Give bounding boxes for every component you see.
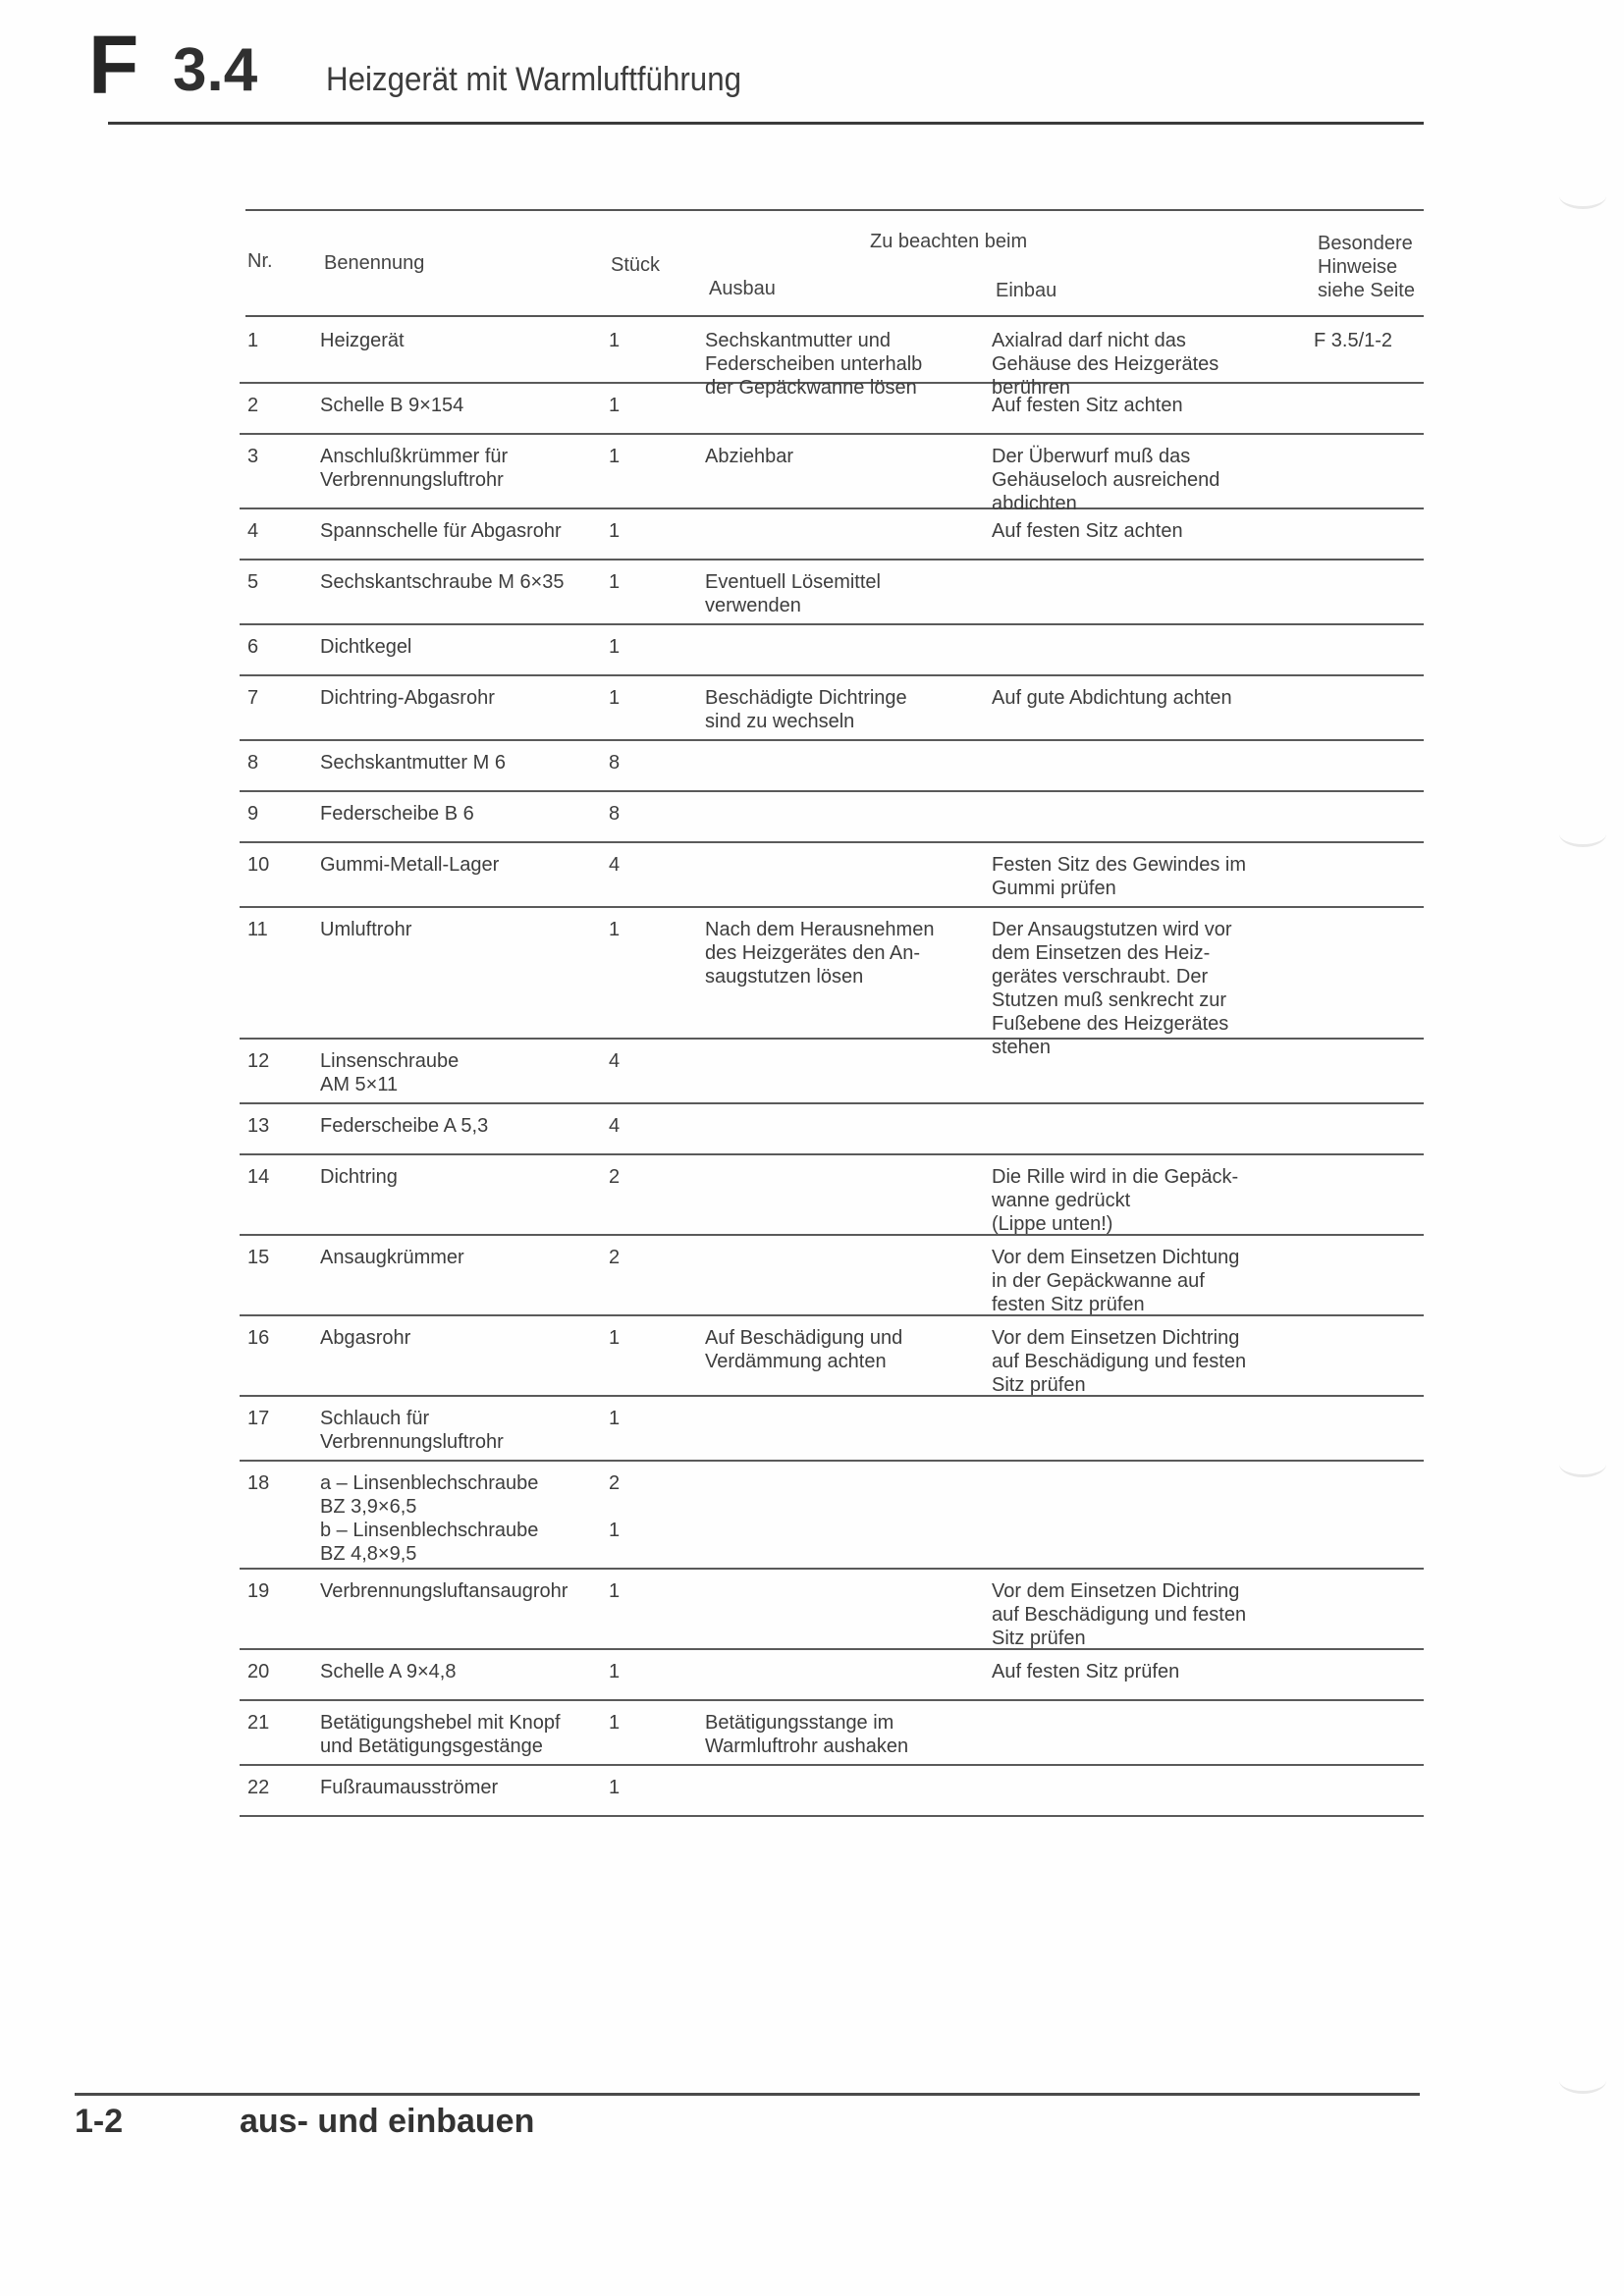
cell-benennung: Heizgerät bbox=[320, 330, 405, 351]
cell-stueck: 4 bbox=[609, 854, 621, 876]
cell-nr: 8 bbox=[247, 752, 259, 774]
cell-ausbau bbox=[705, 519, 992, 559]
cell-nr: 14 bbox=[247, 1166, 270, 1188]
section-number: 3.4 bbox=[173, 36, 258, 104]
cell-einbau: Axialrad darf nicht das Gehäuse des Heizgerätes berühren bbox=[992, 330, 1219, 399]
cell-stueck: 1 bbox=[609, 1661, 621, 1682]
table-top-rule bbox=[245, 209, 1424, 211]
cell-stueck: 4 bbox=[609, 1115, 621, 1137]
cell-stueck: 1 bbox=[609, 636, 621, 658]
cell-stueck: 1 bbox=[609, 395, 621, 416]
table-row bbox=[240, 741, 1424, 792]
cell-ausbau bbox=[705, 1407, 992, 1460]
cell-ausbau: Auf Beschädigung und Verdämmung achten bbox=[705, 1327, 903, 1372]
cell-benennung: Schlauch für Verbrennungsluftrohr bbox=[320, 1408, 504, 1453]
cell-benennung: Sechskantschraube M 6×35 bbox=[320, 571, 565, 593]
cell-benennung: Dichtring bbox=[320, 1166, 398, 1188]
cell-nr: 19 bbox=[247, 1580, 270, 1602]
cell-einbau bbox=[992, 1049, 1314, 1102]
cell-nr: 16 bbox=[247, 1327, 270, 1349]
cell-hinweise bbox=[1314, 751, 1422, 790]
cell-benennung: Federscheibe B 6 bbox=[320, 803, 474, 825]
cell-benennung: Fußraumausströmer bbox=[320, 1777, 499, 1798]
cell-einbau bbox=[992, 1776, 1314, 1815]
cell-ausbau: Beschädigte Dichtringe sind zu wechseln bbox=[705, 687, 907, 732]
cell-ausbau: Betätigungsstange im Warmluftrohr aushaken bbox=[705, 1712, 909, 1757]
cell-stueck: 2 bbox=[609, 1247, 621, 1268]
cell-hinweise bbox=[1314, 853, 1422, 906]
table-row bbox=[240, 1236, 1424, 1316]
cell-hinweise bbox=[1314, 1165, 1422, 1234]
table-row bbox=[240, 319, 1424, 399]
cell-benennung: Spannschelle für Abgasrohr bbox=[320, 520, 562, 542]
cell-einbau: Die Rille wird in die Gepäck- wanne gedrückt (Lippe unten!) bbox=[992, 1166, 1239, 1235]
cell-nr: 15 bbox=[247, 1247, 270, 1268]
cell-benennung: Federscheibe A 5,3 bbox=[320, 1115, 489, 1137]
table-row bbox=[240, 1570, 1424, 1650]
cell-nr: 1 bbox=[247, 330, 259, 351]
cell-ausbau bbox=[705, 1246, 992, 1314]
cell-benennung: Verbrennungsluftansaugrohr bbox=[320, 1580, 568, 1602]
cell-einbau bbox=[992, 570, 1314, 623]
cell-stueck: 1 bbox=[609, 1777, 621, 1798]
cell-hinweise bbox=[1314, 802, 1422, 841]
cell-einbau: Vor dem Einsetzen Dichtring auf Beschädigung und festen Sitz prüfen bbox=[992, 1327, 1247, 1396]
cell-hinweise bbox=[1314, 1711, 1422, 1764]
cell-ausbau bbox=[705, 1471, 992, 1568]
cell-nr: 13 bbox=[247, 1115, 270, 1137]
cell-einbau: Auf gute Abdichtung achten bbox=[992, 687, 1232, 709]
cell-hinweise bbox=[1314, 445, 1422, 507]
cell-hinweise bbox=[1314, 519, 1422, 559]
column-header-nr: Nr. bbox=[247, 250, 273, 272]
cell-ausbau bbox=[705, 802, 992, 841]
table-row bbox=[240, 1766, 1424, 1817]
cell-stueck: 1 bbox=[609, 687, 621, 709]
cell-stueck: 8 bbox=[609, 752, 621, 774]
cell-stueck: 1 bbox=[609, 1712, 621, 1734]
cell-stueck: 1 bbox=[609, 446, 621, 467]
cell-ausbau bbox=[705, 1776, 992, 1815]
table-row bbox=[240, 1155, 1424, 1236]
cell-hinweise bbox=[1314, 1114, 1422, 1153]
column-header-einbau: Einbau bbox=[996, 280, 1057, 301]
cell-nr: 20 bbox=[247, 1661, 270, 1682]
cell-einbau: Auf festen Sitz achten bbox=[992, 395, 1183, 416]
parts-table bbox=[240, 319, 1424, 1817]
table-row bbox=[240, 1462, 1424, 1570]
cell-einbau: Der Ansaugstutzen wird vor dem Einsetzen des Heiz- gerätes verschraubt. Der Stutzen muß senkrecht zur Fußebene des Heizgerätes stehen bbox=[992, 919, 1232, 1058]
cell-hinweise bbox=[1314, 918, 1422, 1038]
column-header-benennung: Benennung bbox=[324, 252, 425, 274]
cell-ausbau bbox=[705, 853, 992, 906]
column-header-ausbau: Ausbau bbox=[709, 278, 776, 299]
table-row bbox=[240, 384, 1424, 435]
cell-stueck: 1 bbox=[609, 1327, 621, 1349]
cell-einbau: Vor dem Einsetzen Dichtring auf Beschädigung und festen Sitz prüfen bbox=[992, 1580, 1247, 1649]
header-rule bbox=[108, 122, 1424, 125]
punch-hole-mark bbox=[1559, 1451, 1606, 1477]
table-header-rule bbox=[245, 315, 1424, 317]
table-row bbox=[240, 561, 1424, 625]
cell-einbau: Auf festen Sitz prüfen bbox=[992, 1661, 1180, 1682]
cell-ausbau: Abziehbar bbox=[705, 446, 794, 467]
table-row bbox=[240, 1701, 1424, 1766]
punch-hole-mark bbox=[1559, 2067, 1606, 2094]
page-number: 1-2 bbox=[75, 2103, 124, 2140]
column-header-hinweise: Besondere Hinweise siehe Seite bbox=[1318, 233, 1415, 301]
page-title: Heizgerät mit Warmluftführung bbox=[326, 61, 741, 98]
table-row bbox=[240, 792, 1424, 843]
cell-benennung: Schelle B 9×154 bbox=[320, 395, 464, 416]
cell-einbau bbox=[992, 1711, 1314, 1764]
punch-hole-mark bbox=[1559, 183, 1606, 209]
table-row bbox=[240, 1650, 1424, 1701]
cell-hinweise bbox=[1314, 686, 1422, 739]
cell-stueck: 1 bbox=[609, 520, 621, 542]
column-header-group: Zu beachten beim bbox=[870, 231, 1028, 252]
footer-title: aus- und einbauen bbox=[240, 2103, 535, 2140]
cell-hinweise bbox=[1314, 394, 1422, 433]
cell-hinweise bbox=[1314, 570, 1422, 623]
cell-einbau bbox=[992, 751, 1314, 790]
cell-hinweise bbox=[1314, 1471, 1422, 1568]
table-row bbox=[240, 843, 1424, 908]
cell-hinweise bbox=[1314, 1049, 1422, 1102]
cell-einbau: Vor dem Einsetzen Dichtung in der Gepäckwanne auf festen Sitz prüfen bbox=[992, 1247, 1240, 1315]
cell-ausbau bbox=[705, 751, 992, 790]
cell-benennung: Dichtkegel bbox=[320, 636, 412, 658]
table-row bbox=[240, 1040, 1424, 1104]
cell-ausbau bbox=[705, 635, 992, 674]
cell-hinweise bbox=[1314, 1326, 1422, 1395]
cell-einbau bbox=[992, 802, 1314, 841]
cell-nr: 21 bbox=[247, 1712, 270, 1734]
punch-hole-mark bbox=[1559, 821, 1606, 847]
cell-ausbau: Nach dem Herausnehmen des Heizgerätes den An- saugstutzen lösen bbox=[705, 919, 935, 988]
cell-ausbau bbox=[705, 1660, 992, 1699]
footer-rule bbox=[75, 2093, 1420, 2096]
cell-ausbau bbox=[705, 1579, 992, 1648]
cell-hinweise: F 3.5/1-2 bbox=[1314, 330, 1393, 351]
cell-nr: 9 bbox=[247, 803, 259, 825]
cell-einbau: Auf festen Sitz achten bbox=[992, 520, 1183, 542]
cell-nr: 3 bbox=[247, 446, 259, 467]
cell-hinweise bbox=[1314, 1246, 1422, 1314]
table-row bbox=[240, 1397, 1424, 1462]
cell-stueck: 1 bbox=[609, 571, 621, 593]
cell-ausbau bbox=[705, 1049, 992, 1102]
cell-einbau bbox=[992, 1407, 1314, 1460]
cell-nr: 18 bbox=[247, 1472, 270, 1494]
cell-benennung: Sechskantmutter M 6 bbox=[320, 752, 506, 774]
cell-nr: 7 bbox=[247, 687, 259, 709]
table-row bbox=[240, 908, 1424, 1058]
cell-nr: 2 bbox=[247, 395, 259, 416]
cell-ausbau bbox=[705, 394, 992, 433]
cell-nr: 17 bbox=[247, 1408, 270, 1429]
cell-benennung: Umluftrohr bbox=[320, 919, 412, 940]
cell-nr: 11 bbox=[247, 919, 268, 940]
cell-ausbau bbox=[705, 1114, 992, 1153]
table-row bbox=[240, 1316, 1424, 1397]
table-row bbox=[240, 676, 1424, 741]
cell-hinweise bbox=[1314, 1660, 1422, 1699]
cell-benennung: Dichtring-Abgasrohr bbox=[320, 687, 495, 709]
cell-stueck: 1 bbox=[609, 1408, 621, 1429]
section-code: F bbox=[88, 19, 137, 111]
table-row bbox=[240, 625, 1424, 676]
cell-stueck: 4 bbox=[609, 1050, 621, 1072]
cell-einbau bbox=[992, 1114, 1314, 1153]
table-row bbox=[240, 435, 1424, 514]
cell-benennung: Anschlußkrümmer für Verbrennungsluftrohr bbox=[320, 446, 509, 491]
column-header-stueck: Stück bbox=[611, 254, 661, 276]
cell-stueck: 2 1 bbox=[609, 1472, 621, 1541]
cell-ausbau: Eventuell Lösemittel verwenden bbox=[705, 571, 881, 616]
cell-benennung: a – Linsenblechschraube BZ 3,9×6,5 b – Linsenblechschraube BZ 4,8×9,5 bbox=[320, 1472, 539, 1565]
cell-benennung: Betätigungshebel mit Knopf und Betätigungsgestänge bbox=[320, 1712, 561, 1757]
cell-ausbau: Sechskantmutter und Federscheiben unterhalb der Gepäckwanne lösen bbox=[705, 330, 923, 399]
cell-stueck: 1 bbox=[609, 1580, 621, 1602]
cell-einbau: Der Überwurf muß das Gehäuseloch ausreichend abdichten bbox=[992, 446, 1220, 514]
cell-nr: 22 bbox=[247, 1777, 270, 1798]
cell-hinweise bbox=[1314, 1579, 1422, 1648]
cell-stueck: 2 bbox=[609, 1166, 621, 1188]
cell-einbau: Festen Sitz des Gewindes im Gummi prüfen bbox=[992, 854, 1246, 899]
table-row bbox=[240, 509, 1424, 561]
cell-stueck: 1 bbox=[609, 919, 621, 940]
cell-ausbau bbox=[705, 1165, 992, 1234]
cell-stueck: 1 bbox=[609, 330, 621, 351]
cell-hinweise bbox=[1314, 1407, 1422, 1460]
cell-benennung: Schelle A 9×4,8 bbox=[320, 1661, 457, 1682]
table-row bbox=[240, 1104, 1424, 1155]
cell-hinweise bbox=[1314, 635, 1422, 674]
cell-benennung: Linsenschraube AM 5×11 bbox=[320, 1050, 460, 1095]
cell-hinweise bbox=[1314, 1776, 1422, 1815]
cell-nr: 12 bbox=[247, 1050, 270, 1072]
cell-benennung: Gummi-Metall-Lager bbox=[320, 854, 500, 876]
cell-einbau bbox=[992, 1471, 1314, 1568]
cell-nr: 5 bbox=[247, 571, 259, 593]
cell-nr: 10 bbox=[247, 854, 270, 876]
cell-stueck: 8 bbox=[609, 803, 621, 825]
cell-einbau bbox=[992, 635, 1314, 674]
cell-benennung: Ansaugkrümmer bbox=[320, 1247, 464, 1268]
cell-nr: 6 bbox=[247, 636, 259, 658]
cell-nr: 4 bbox=[247, 520, 259, 542]
cell-benennung: Abgasrohr bbox=[320, 1327, 411, 1349]
